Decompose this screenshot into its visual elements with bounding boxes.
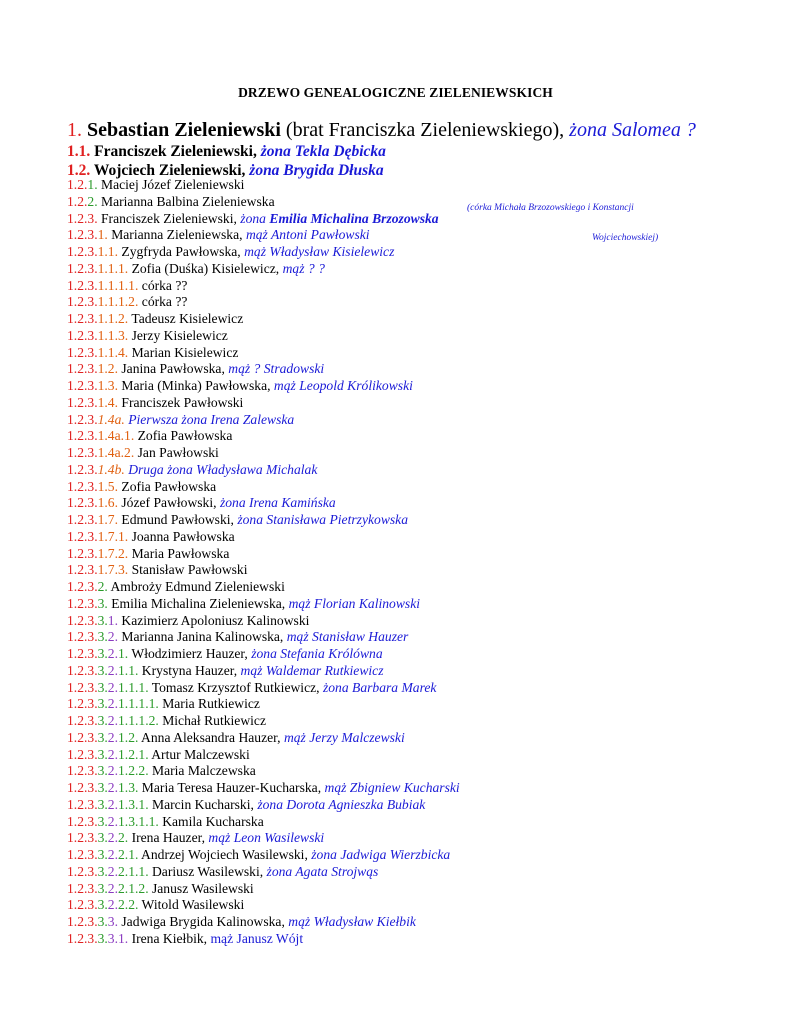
root-ancestor: [67, 118, 696, 142]
entry-number: 2.: [107, 830, 118, 846]
list-item: [67, 562, 767, 579]
spouse-text: mąż Władysław Kisielewicz: [244, 244, 395, 259]
list-item: [67, 596, 767, 613]
entry-number: 3.: [97, 914, 108, 929]
person-name: Michał Rutkiewicz: [162, 713, 266, 728]
spouse-text: mąż Zbigniew Kucharski: [324, 780, 460, 795]
entry-number: 2.: [107, 746, 118, 762]
entry-number: 1.6.: [97, 495, 122, 511]
note-text: (córka Michała Brzozowskiego i Konstancji: [467, 202, 634, 213]
entry-number: 1.2.3.: [67, 595, 98, 611]
entry-number: 1.2.3.: [67, 796, 98, 812]
list-item: [67, 395, 767, 412]
list-item: [67, 202, 767, 228]
child-entry: [67, 142, 696, 161]
list-item: [67, 931, 767, 948]
entry-number: 3.: [97, 629, 108, 645]
list-item: [67, 529, 767, 546]
person-name: Marian Kisielewicz: [131, 344, 239, 360]
entry-number: 1.2.3.: [67, 512, 98, 527]
entry-number: 1.2.3.: [67, 428, 98, 444]
list-item: [67, 646, 767, 663]
spouse-text: Pierwsza żona Irena Zalewska: [128, 411, 295, 427]
entry-number: 1.2.3.: [67, 914, 98, 929]
person-name: Franciszek Pawłowski: [121, 394, 244, 410]
entry-number: 2.: [107, 780, 118, 795]
person-name: Józef Pawłowski,: [121, 495, 220, 511]
person-name: Maria Rutkiewicz: [162, 696, 260, 712]
spouse-text: mąż ? ?: [282, 260, 325, 276]
entry-number: 3.: [97, 930, 108, 946]
list-item: [67, 227, 767, 244]
entry-number: 1.3.: [97, 378, 122, 393]
entry-number: 3.: [97, 729, 108, 745]
list-item: [67, 311, 767, 328]
list-item: [67, 462, 767, 479]
entry-number: 3.: [97, 662, 108, 678]
entry-number: 2.: [107, 796, 118, 812]
person-name: Tomasz Krzysztof Rutkiewicz,: [151, 679, 323, 695]
person-name: Artur Malczewski: [151, 746, 250, 762]
person-name: Włodzimierz Hauzer,: [131, 646, 252, 661]
spouse-text: mąż Leopold Królikowski: [273, 378, 413, 393]
list-item: [67, 881, 767, 898]
entry-number: 1.2.3.: [67, 327, 98, 343]
person-name: Maria Malczewska: [151, 763, 256, 779]
entry-number: 3.: [97, 780, 108, 795]
entry-number: 1.2.3.: [67, 679, 98, 695]
person-name: Edmund Pawłowski,: [121, 512, 238, 527]
entry-number: 1.2.3.: [67, 260, 98, 276]
list-item: [67, 328, 767, 345]
entry-number: 1.1.1.2.: [97, 294, 142, 310]
entry-number: 1.2.3.: [67, 394, 98, 410]
entry-number: 1.2.3.: [67, 880, 98, 896]
entry-number: 2.: [107, 880, 118, 896]
list-item: [67, 847, 767, 864]
entry-number: 1.2.3.: [67, 930, 98, 946]
person-name: Zofia Pawłowska: [121, 478, 217, 494]
spouse-text: mąż Florian Kalinowski: [288, 595, 421, 611]
entry-number: 1.2.: [67, 162, 94, 179]
entry-number: 1.2.3.: [67, 344, 98, 360]
entry-number: 1.2.3.: [67, 495, 98, 511]
entry-number: 2.: [118, 830, 132, 846]
person-name: córka ??: [141, 294, 188, 310]
entry-number: 1.4.: [97, 394, 122, 410]
entry-number: 1.3.1.: [118, 796, 152, 812]
person-name: Andrzej Wojciech Wasilewski,: [141, 847, 312, 862]
list-item: [67, 914, 767, 931]
entry-number: 1.2.: [118, 729, 142, 745]
person-name: Franciszek Zieleniewski,: [100, 210, 241, 226]
entry-number: 2.: [107, 646, 118, 661]
entry-number: 3.: [97, 595, 112, 611]
entry-number: 1.2.3.: [67, 545, 98, 561]
entry-number: 1.2.3.: [67, 277, 98, 293]
spouse-text: mąż Waldemar Rutkiewicz: [240, 662, 384, 678]
entry-number: 1.1.1.1.: [97, 277, 142, 293]
entry-number: 2.: [107, 629, 122, 645]
entry-number: 1.2.3.: [67, 461, 98, 477]
entry-number: 1.2.2.: [118, 763, 152, 779]
entry-number: 1.2.: [97, 361, 122, 377]
person-name: Jan Pawłowski: [137, 445, 219, 460]
entry-number: 1.2.3.: [67, 746, 98, 762]
list-item: [67, 897, 767, 914]
list-item: [67, 830, 767, 847]
person-name: Jadwiga Brygida Kalinowska,: [121, 914, 289, 929]
entry-number: 1.2.3.: [67, 361, 98, 377]
entry-number: 1.1.1.: [118, 679, 152, 695]
list-item: [67, 261, 767, 278]
entry-number: 1.3.: [118, 780, 142, 795]
entry-number: 1.4b.: [97, 461, 129, 477]
entry-number: 1.: [67, 119, 87, 141]
spouse-text: żona Stefania Królówna: [251, 646, 383, 661]
spouse-text: Druga żona Władysława Michalak: [128, 461, 318, 477]
entry-number: 3.: [97, 763, 108, 779]
spouse-text: mąż Janusz Wójt: [210, 930, 304, 946]
entry-number: 3.: [97, 880, 108, 896]
note-text: Wojciechowskiej): [592, 233, 659, 244]
entry-number: 1.2.3.: [67, 830, 98, 846]
entry-number: 2.: [107, 713, 118, 728]
person-name: Joanna Pawłowska: [131, 528, 235, 544]
entry-number: 1.2.3.: [67, 478, 98, 494]
entry-number: 1.: [87, 177, 101, 192]
spouse-text: żona Barbara Marek: [322, 679, 437, 695]
entry-number: 1.1.2.: [97, 311, 132, 326]
person-name: Wojciech Zieleniewski,: [93, 162, 250, 179]
entry-number: 1.2.3.: [67, 897, 98, 913]
entry-number: 3.1.: [107, 930, 132, 946]
entry-number: 1.2.3.: [67, 763, 98, 779]
entry-number: 3.: [97, 813, 108, 829]
entry-number: 2.2.: [118, 897, 142, 913]
entry-number: 1.2.3.: [67, 378, 98, 393]
entry-number: 1.7.: [97, 512, 122, 527]
list-item: [67, 579, 767, 596]
list-item: [67, 278, 767, 295]
list-item: [67, 797, 767, 814]
person-name: Krystyna Hauzer,: [141, 662, 241, 678]
entry-number: 1.5.: [97, 478, 122, 494]
entry-number: 1.2.3.: [67, 780, 98, 795]
entry-number: 1.2.3.: [67, 696, 98, 712]
entry-number: 1.4a.1.: [97, 428, 138, 444]
spouse-text: żona Agata Strojwąs: [266, 863, 379, 879]
spouse-text: żona Salomea ?: [569, 119, 696, 141]
entry-number: 2.1.1.: [118, 863, 152, 879]
spouse-text: mąż Jerzy Malczewski: [283, 729, 405, 745]
entry-number: 3.: [97, 746, 108, 762]
entry-number: 1.2.3.: [67, 729, 98, 745]
person-name: Dariusz Wasilewski,: [151, 863, 267, 879]
entry-number: 1.2.3.: [67, 562, 98, 578]
entry-number: 1.2.3.: [67, 210, 101, 226]
person-name: Emilia Michalina Zieleniewska,: [111, 595, 289, 611]
list-item: [67, 680, 767, 697]
entry-number: 1.2.3.: [67, 528, 98, 544]
entry-number: 2.: [107, 729, 118, 745]
entry-number: 3.: [107, 914, 122, 929]
entry-number: 1.1.: [97, 244, 122, 259]
person-name: Anna Aleksandra Hauzer,: [141, 729, 284, 745]
person-name: Janina Pawłowska,: [121, 361, 229, 377]
entry-number: 1.2.3.: [67, 612, 98, 628]
entry-number: 2.: [107, 847, 118, 862]
person-name: Irena Kiełbik,: [131, 930, 211, 946]
person-name: Marianna Zieleniewska,: [111, 227, 246, 243]
list-item: [67, 546, 767, 563]
genealogy-list: [67, 177, 767, 948]
person-name: Stanisław Pawłowski: [131, 562, 248, 578]
person-name: Zofia (Duśka) Kisielewicz,: [131, 260, 283, 276]
entry-number: 1.1.: [67, 143, 95, 160]
entry-number: 3.: [97, 612, 108, 628]
list-item: [67, 730, 767, 747]
entry-number: 1.7.1.: [97, 528, 132, 544]
entry-number: 2.: [107, 813, 118, 829]
list-item: [67, 864, 767, 881]
entry-number: 1.4a.: [97, 411, 129, 427]
list-item: [67, 294, 767, 311]
spouse-text: mąż Władysław Kiełbik: [288, 914, 416, 929]
person-name: Marianna Janina Kalinowska,: [121, 629, 287, 645]
list-item: [67, 361, 767, 378]
person-name: (brat Franciszka Zieleniewskiego),: [280, 119, 570, 141]
entry-number: 1.2.3.: [67, 863, 98, 879]
list-item: [67, 780, 767, 797]
entry-number: 1.2.3.: [67, 244, 98, 259]
spouse-text: żona Jadwiga Wierzbicka: [311, 847, 451, 862]
person-name: Maria Pawłowska: [131, 545, 230, 561]
list-item: [67, 663, 767, 680]
list-item: [67, 378, 767, 395]
entry-number: 1.2.3.: [67, 847, 98, 862]
entry-number: 1.2.3.: [67, 713, 98, 728]
entry-number: 1.4a.2.: [97, 445, 138, 460]
entry-number: 1.2.3.: [67, 629, 98, 645]
person-name: Franciszek Zieleniewski,: [94, 143, 261, 160]
entry-number: 3.: [97, 796, 108, 812]
list-item: [67, 345, 767, 362]
person-name: Kazimierz Apoloniusz Kalinowski: [121, 612, 310, 628]
spouse-text: żona Stanisława Pietrzykowska: [237, 512, 409, 527]
entry-number: 1.7.2.: [97, 545, 132, 561]
person-name: Kamila Kucharska: [162, 813, 264, 829]
entry-number: 1.: [107, 612, 122, 628]
spouse-text: żona Dorota Agnieszka Bubiak: [257, 796, 426, 812]
entry-number: 3.: [97, 863, 108, 879]
person-name: Marianna Balbina Zieleniewska: [100, 193, 275, 209]
entry-number: 1.2.3.: [67, 311, 98, 326]
entry-number: 2.: [107, 763, 118, 779]
entry-number: 3.: [97, 847, 108, 862]
entry-number: 1.1.4.: [97, 344, 132, 360]
entry-number: 3.: [97, 646, 108, 661]
list-item: [67, 244, 767, 261]
page-title: DRZEWO GENEALOGICZNE ZIELENIEWSKICH: [238, 85, 553, 100]
entry-number: 1.1.1.2.: [118, 713, 163, 728]
entry-number: 3.: [97, 713, 108, 728]
person-name: Witold Wasilewski: [141, 897, 245, 913]
person-name: Maria Teresa Hauzer-Kucharska,: [141, 780, 325, 795]
spouse-text: mąż Leon Wasilewski: [208, 830, 325, 846]
entry-number: 1.2.3.: [67, 227, 98, 243]
list-item: [67, 713, 767, 730]
entry-number: 1.2.: [67, 177, 88, 192]
person-name: Marcin Kucharski,: [151, 796, 258, 812]
entry-number: 1.: [97, 227, 112, 243]
person-name: Zygfryda Pawłowska,: [121, 244, 245, 259]
entry-number: 1.2.3.: [67, 294, 98, 310]
entry-number: 1.1.1.: [97, 260, 132, 276]
entry-number: 1.2.3.: [67, 579, 98, 594]
person-name: Maria (Minka) Pawłowska,: [121, 378, 274, 393]
entry-number: 2.: [107, 863, 118, 879]
entry-number: 2.: [107, 696, 118, 712]
entry-number: 3.: [97, 897, 108, 913]
person-name: Ambroży Edmund Zieleniewski: [110, 579, 285, 594]
entry-number: 1.: [118, 646, 132, 661]
entry-number: 1.1.: [118, 662, 142, 678]
spouse-text: mąż Antoni Pawłowski: [245, 227, 370, 243]
person-name: Sebastian Zieleniewski: [87, 119, 281, 141]
entry-number: 1.2.: [67, 193, 88, 209]
entry-number: 1.2.1.: [118, 746, 152, 762]
entry-number: 1.7.3.: [97, 562, 132, 578]
entry-number: 3.: [97, 679, 108, 695]
list-item: [67, 814, 767, 831]
list-item: [67, 428, 767, 445]
person-name: Jerzy Kisielewicz: [131, 327, 228, 343]
entry-number: 1.1.3.: [97, 327, 132, 343]
entry-number: 2.: [87, 193, 101, 209]
list-item: [67, 763, 767, 780]
list-item: [67, 412, 767, 429]
entry-number: 2.: [107, 662, 118, 678]
entry-number: 2.1.: [118, 847, 142, 862]
list-item: [67, 479, 767, 496]
spouse-text: żona Tekla Dębicka: [260, 143, 386, 160]
list-item: [67, 747, 767, 764]
list-item: [67, 177, 767, 194]
spouse-text: żona Irena Kamińska: [219, 495, 336, 511]
list-item: [67, 629, 767, 646]
entry-number: 1.2.3.: [67, 813, 98, 829]
spouse-text: mąż Stanisław Hauzer: [286, 629, 409, 645]
tree-header: [67, 118, 696, 180]
entry-number: 1.3.1.1.: [118, 813, 163, 829]
person-name: Irena Hauzer,: [131, 830, 209, 846]
entry-number: 1.2.3.: [67, 445, 98, 460]
entry-number: 1.2.3.: [67, 411, 98, 427]
person-name: Zofia Pawłowska: [137, 428, 233, 444]
person-name: córka ??: [141, 277, 188, 293]
entry-number: 3.: [97, 830, 108, 846]
entry-number: 2.: [97, 579, 111, 594]
list-item: [67, 512, 767, 529]
person-name: Maciej Józef Zieleniewski: [100, 177, 245, 192]
spouse-text: Emilia Michalina Brzozowska: [269, 210, 439, 226]
entry-number: 2.1.2.: [118, 880, 152, 896]
spouse-text: mąż ? Stradowski: [228, 361, 325, 377]
list-item: [67, 696, 767, 713]
entry-number: 3.: [97, 696, 108, 712]
spouse-text: żona Brygida Dłuska: [249, 162, 384, 179]
entry-number: 2.: [107, 897, 118, 913]
list-item: [67, 495, 767, 512]
spouse-text: żona: [240, 210, 270, 226]
list-item: [67, 445, 767, 462]
list-item: [67, 613, 767, 630]
person-name: Tadeusz Kisielewicz: [131, 311, 244, 326]
person-name: Janusz Wasilewski: [151, 880, 254, 896]
entry-number: 1.2.3.: [67, 646, 98, 661]
list-item: [67, 194, 767, 211]
entry-number: 1.2.3.: [67, 662, 98, 678]
entry-number: 1.1.1.1.: [118, 696, 163, 712]
entry-number: 2.: [107, 679, 118, 695]
